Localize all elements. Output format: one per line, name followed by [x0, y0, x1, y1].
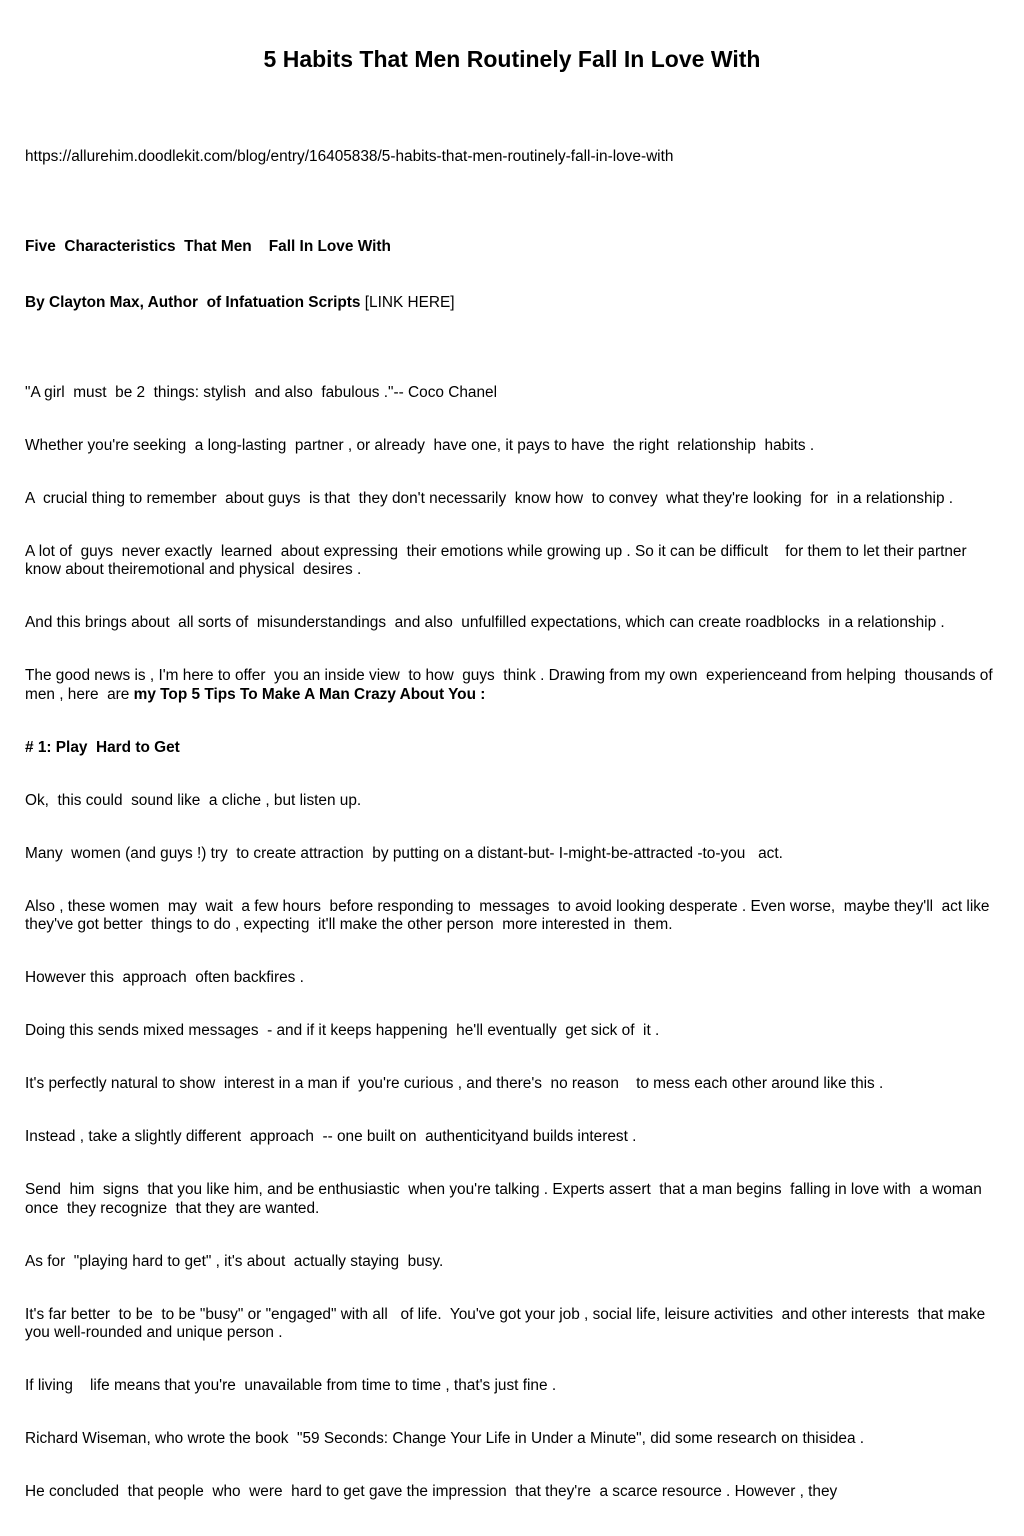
paragraph-send-signs: Send him signs that you like him, and be enthusiastic when you're talking . Experts assert that a man begins falling in love with a woman once they recognize that they are wanted.	[25, 1181, 987, 1217]
page-title: 5 Habits That Men Routinely Fall In Love With	[263, 46, 761, 72]
quote-paragraph: "A girl must be 2 things: stylish and also fabulous ."-- Coco Chanel	[25, 383, 498, 401]
paragraph-far-better: It's far better to be to be "busy" or "engaged" with all of life. You've got your job , social life, leisure activities and other interests that make you well-rounded and unique person .	[25, 1305, 990, 1341]
paragraph-as-for: As for "playing hard to get" , it's about actually staying busy.	[25, 1252, 444, 1270]
byline-author: By Clayton Max, Author of Infatuation Scripts	[25, 293, 361, 311]
document-body	[25, 148, 1000, 1536]
heading-tip-1: # 1: Play Hard to Get	[25, 738, 180, 756]
paragraph-however: However this approach often backfires .	[25, 969, 304, 986]
paragraph-natural: It's perfectly natural to show interest in a man if you're curious , and there's no reason to mess each other around like this .	[25, 1075, 884, 1092]
paragraph-concluded: He concluded that people who were hard to get gave the impression that they're a scarce resource . However , they	[25, 1483, 838, 1500]
paragraph-lot-of-guys: A lot of guys never exactly learned about expressing their emotions while growing up . So it can be difficult for them to let their partner know about theiremotional and physical desires .	[25, 542, 971, 578]
link-placeholder: [LINK HERE]	[360, 293, 455, 311]
paragraph-doing-this: Doing this sends mixed messages - and if it keeps happening he'll eventually get sick of it .	[25, 1022, 660, 1039]
paragraph-seeking: Whether you're seeking a long-lasting partner , or already have one, it pays to have the right relationship habits .	[25, 436, 815, 454]
paragraph-many-women: Many women (and guys !) try to create attraction by putting on a distant-but- I-might-be-attracted -to-you act.	[25, 844, 783, 862]
good-news-text: The good news is , I'm here to offer you an inside view to how guys think . Drawing from my own experienceand from helping thousands of men , here are	[25, 667, 997, 703]
paragraph-also: Also , these women may wait a few hours before responding to messages to avoid looking desperate . Even worse, maybe they'll act like they've got better things to do , expecting it'll make the other person more interested in them.	[25, 897, 999, 933]
good-news-bold: my Top 5 Tips To Make A Man Crazy About You :	[133, 685, 486, 703]
paragraph-if-living: If living life means that you're unavailable from time to time , that's just fine .	[25, 1377, 557, 1394]
paragraph-good-news	[25, 667, 1000, 704]
paragraph-misunderstandings: And this brings about all sorts of misunderstandings and also unfulfilled expectations, which can create roadblocks in a relationship .	[25, 614, 945, 631]
paragraph-instead: Instead , take a slightly different approach -- one built on authenticityand builds interest .	[25, 1128, 637, 1145]
paragraph-ok: Ok, this could sound like a cliche , but listen up.	[25, 791, 362, 809]
paragraph-crucial: A crucial thing to remember about guys is that they don't necessarily know how to convey what they're looking for in a relationship .	[25, 489, 954, 507]
source-url: https://allurehim.doodlekit.com/blog/entry/16405838/5-habits-that-men-routinely-fall-in-love-with	[25, 148, 674, 165]
article-header	[25, 201, 1000, 349]
byline	[25, 294, 1000, 313]
paragraph-wiseman: Richard Wiseman, who wrote the book "59 Seconds: Change Your Life in Under a Minute", did some research on thisidea .	[25, 1430, 865, 1447]
article-subtitle: Five Characteristics That Men Fall In Love With	[25, 238, 391, 255]
